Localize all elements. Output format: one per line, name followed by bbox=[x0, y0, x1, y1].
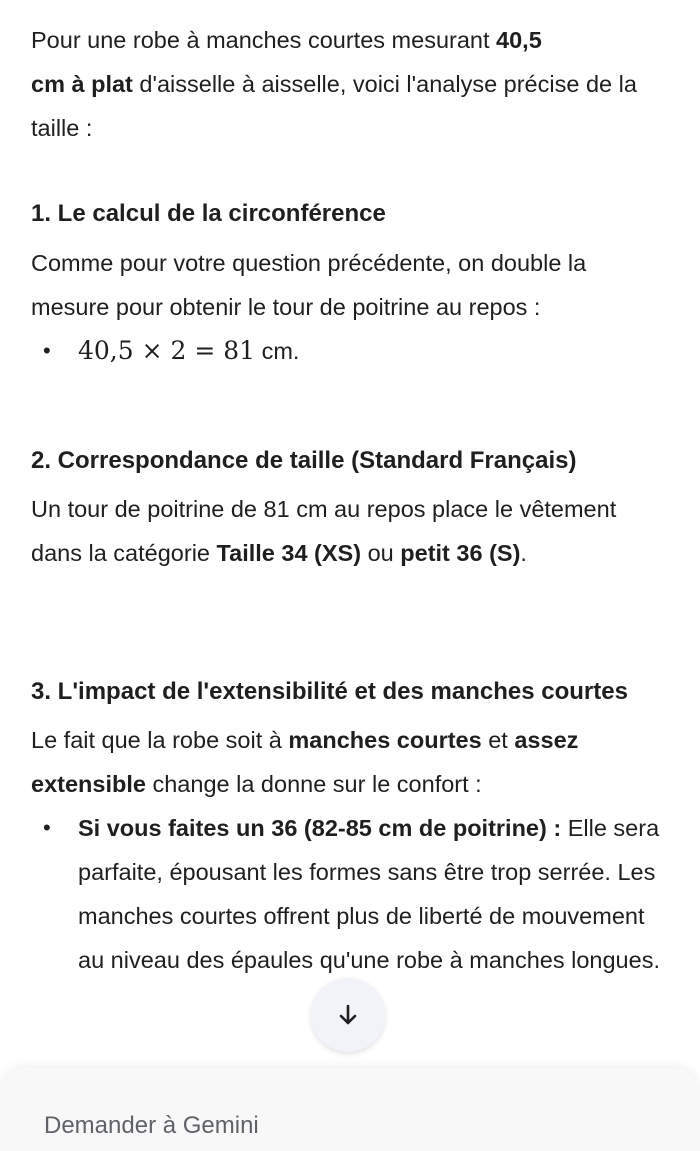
section-size-match bbox=[31, 442, 671, 575]
section-3-heading: 3. L'impact de l'extensibilité et des manches courtes bbox=[31, 678, 628, 705]
intro-flat: cm à plat bbox=[31, 71, 133, 97]
list-item bbox=[31, 329, 671, 373]
section-3-text-1: Le fait que la robe soit à bbox=[31, 727, 289, 753]
intro-text-1: Pour une robe à manches courtes mesurant bbox=[31, 27, 497, 53]
intro-paragraph bbox=[31, 18, 676, 150]
section-circumference bbox=[31, 195, 671, 373]
short-sleeves-label: manches courtes bbox=[288, 727, 482, 753]
size-36-label: petit 36 (S) bbox=[400, 540, 521, 566]
prompt-input-bar[interactable] bbox=[0, 1068, 700, 1151]
section-1-body: Comme pour votre question précédente, on double la mesure pour obtenir le tour de poitrine au repos : bbox=[31, 250, 587, 320]
section-3-text-2: et bbox=[481, 727, 515, 753]
formula: 40,5 × 2 = 81 bbox=[78, 336, 256, 365]
section-stretch bbox=[31, 673, 671, 982]
section-1-heading: 1. Le calcul de la circonférence bbox=[31, 200, 386, 227]
intro-measure: 40,5 bbox=[496, 27, 542, 53]
stretch-label: assez extensible bbox=[31, 727, 579, 797]
section-2-text-1: Un tour de poitrine de 81 cm au repos place le vêtement dans la catégorie bbox=[31, 496, 617, 566]
list-item bbox=[31, 806, 671, 982]
section-2-text-3: . bbox=[520, 540, 527, 566]
prompt-input-placeholder[interactable]: Demander à Gemini bbox=[44, 1112, 259, 1139]
formula-unit: cm. bbox=[255, 338, 300, 364]
section-3-body bbox=[31, 718, 671, 806]
bullet-dot-icon: • bbox=[43, 338, 51, 363]
intro-text-2: d'aisselle à aisselle, voici l'analyse précise de la taille : bbox=[31, 71, 637, 141]
response-intro bbox=[31, 18, 676, 150]
bullet-heading: Si vous faites un 36 (82-85 cm de poitrine) : bbox=[78, 815, 562, 841]
size-34-label: Taille 34 (XS) bbox=[216, 540, 362, 566]
section-3-text-3: change la donne sur le confort : bbox=[145, 771, 482, 797]
scroll-down-button[interactable] bbox=[311, 978, 385, 1052]
section-2-text-2: ou bbox=[361, 540, 401, 566]
arrow-down-icon bbox=[338, 1004, 358, 1026]
bullet-text: Elle sera parfaite, épousant les formes sans être trop serrée. Les manches courtes offrent plus de liberté de mouvement au niveau des épaules qu'une robe à manches longues. bbox=[78, 815, 660, 973]
bullet-dot-icon: • bbox=[43, 815, 51, 840]
section-2-body bbox=[31, 487, 671, 575]
section-2-heading: 2. Correspondance de taille (Standard Français) bbox=[31, 447, 577, 474]
